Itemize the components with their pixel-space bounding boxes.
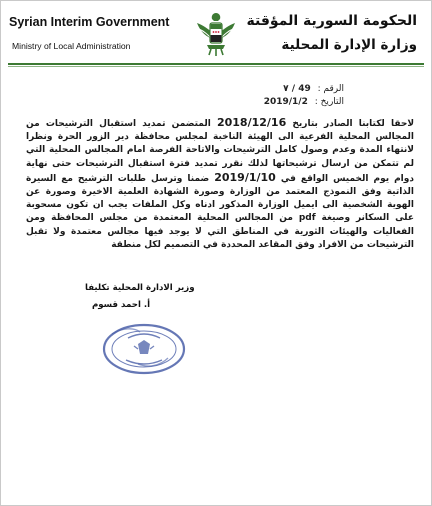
signatory-name: أ. احمد قسوم	[92, 300, 151, 310]
previous-letter-date: 2018/12/16	[216, 116, 287, 129]
signatory-title: وزير الادارة المحلية تكليفا	[85, 283, 195, 293]
document-date-value: 2019/1/2	[263, 97, 308, 107]
header-divider	[8, 63, 424, 65]
body-segment-3: ضمنا وترسل طلبات الترشيح مع السيرة الذاتية وفق النموذج المعتمد من الوزارة وصورة الشهادة العلمية الاخيرة وصورة عن الهوية الشخصية الى ايميل الوزارة المذكور ادناه وكل الملفات يجب ان تكون مسحوبة على السكانر وصيغة pdf من المجالس المحلية المعتمدة من مجلس المحافظة ومن الفعاليات والهيئات الثورية في المناطق التي لا يوجد فيها مجالس معتمدة ولا تقبل الترشيحات من الافراد وفق المقاعد المحددة في التصميم لكل منطقة	[26, 173, 414, 250]
letter-body	[26, 116, 414, 252]
eagle-emblem-icon	[193, 9, 239, 59]
english-ministry-title: Ministry of Local Administration	[12, 41, 131, 51]
reference-number	[283, 84, 344, 94]
body-segment-1: لاحقا لكتابنا الصادر بتاريخ	[292, 119, 415, 129]
reference-number-label: الرقم :	[317, 84, 344, 94]
deadline-date: 2019/1/10	[214, 170, 276, 184]
arabic-ministry-title: وزارة الإدارة المحلية	[281, 37, 417, 53]
reference-number-value: 49 / ٧	[283, 84, 311, 94]
body-segment-2: المتضمن تمديد استقبال الترشيحات من المجالس المحلية الفرعية الى الهيئة الناخبة لمجلس محافظة دير الزور الحرة ونظرا لانتهاء المدة وعدم وصول كامل الترشيحات والاتاحة الفرصة امام المجالس المحلية التي لم تتمكن من ارسال ترشيحاتها لذلك نقرر تمديد فترة استقبال الترشيحات حتى نهاية دوام يوم الخميس الواقع في	[26, 119, 414, 184]
document-date	[264, 97, 344, 107]
header-divider-thin	[8, 66, 424, 67]
arabic-gov-title: الحكومة السورية المؤقتة	[246, 13, 417, 29]
english-gov-title: Syrian Interim Government	[9, 15, 170, 29]
official-stamp-icon	[98, 318, 190, 378]
document-date-label: التاريخ :	[314, 97, 344, 107]
